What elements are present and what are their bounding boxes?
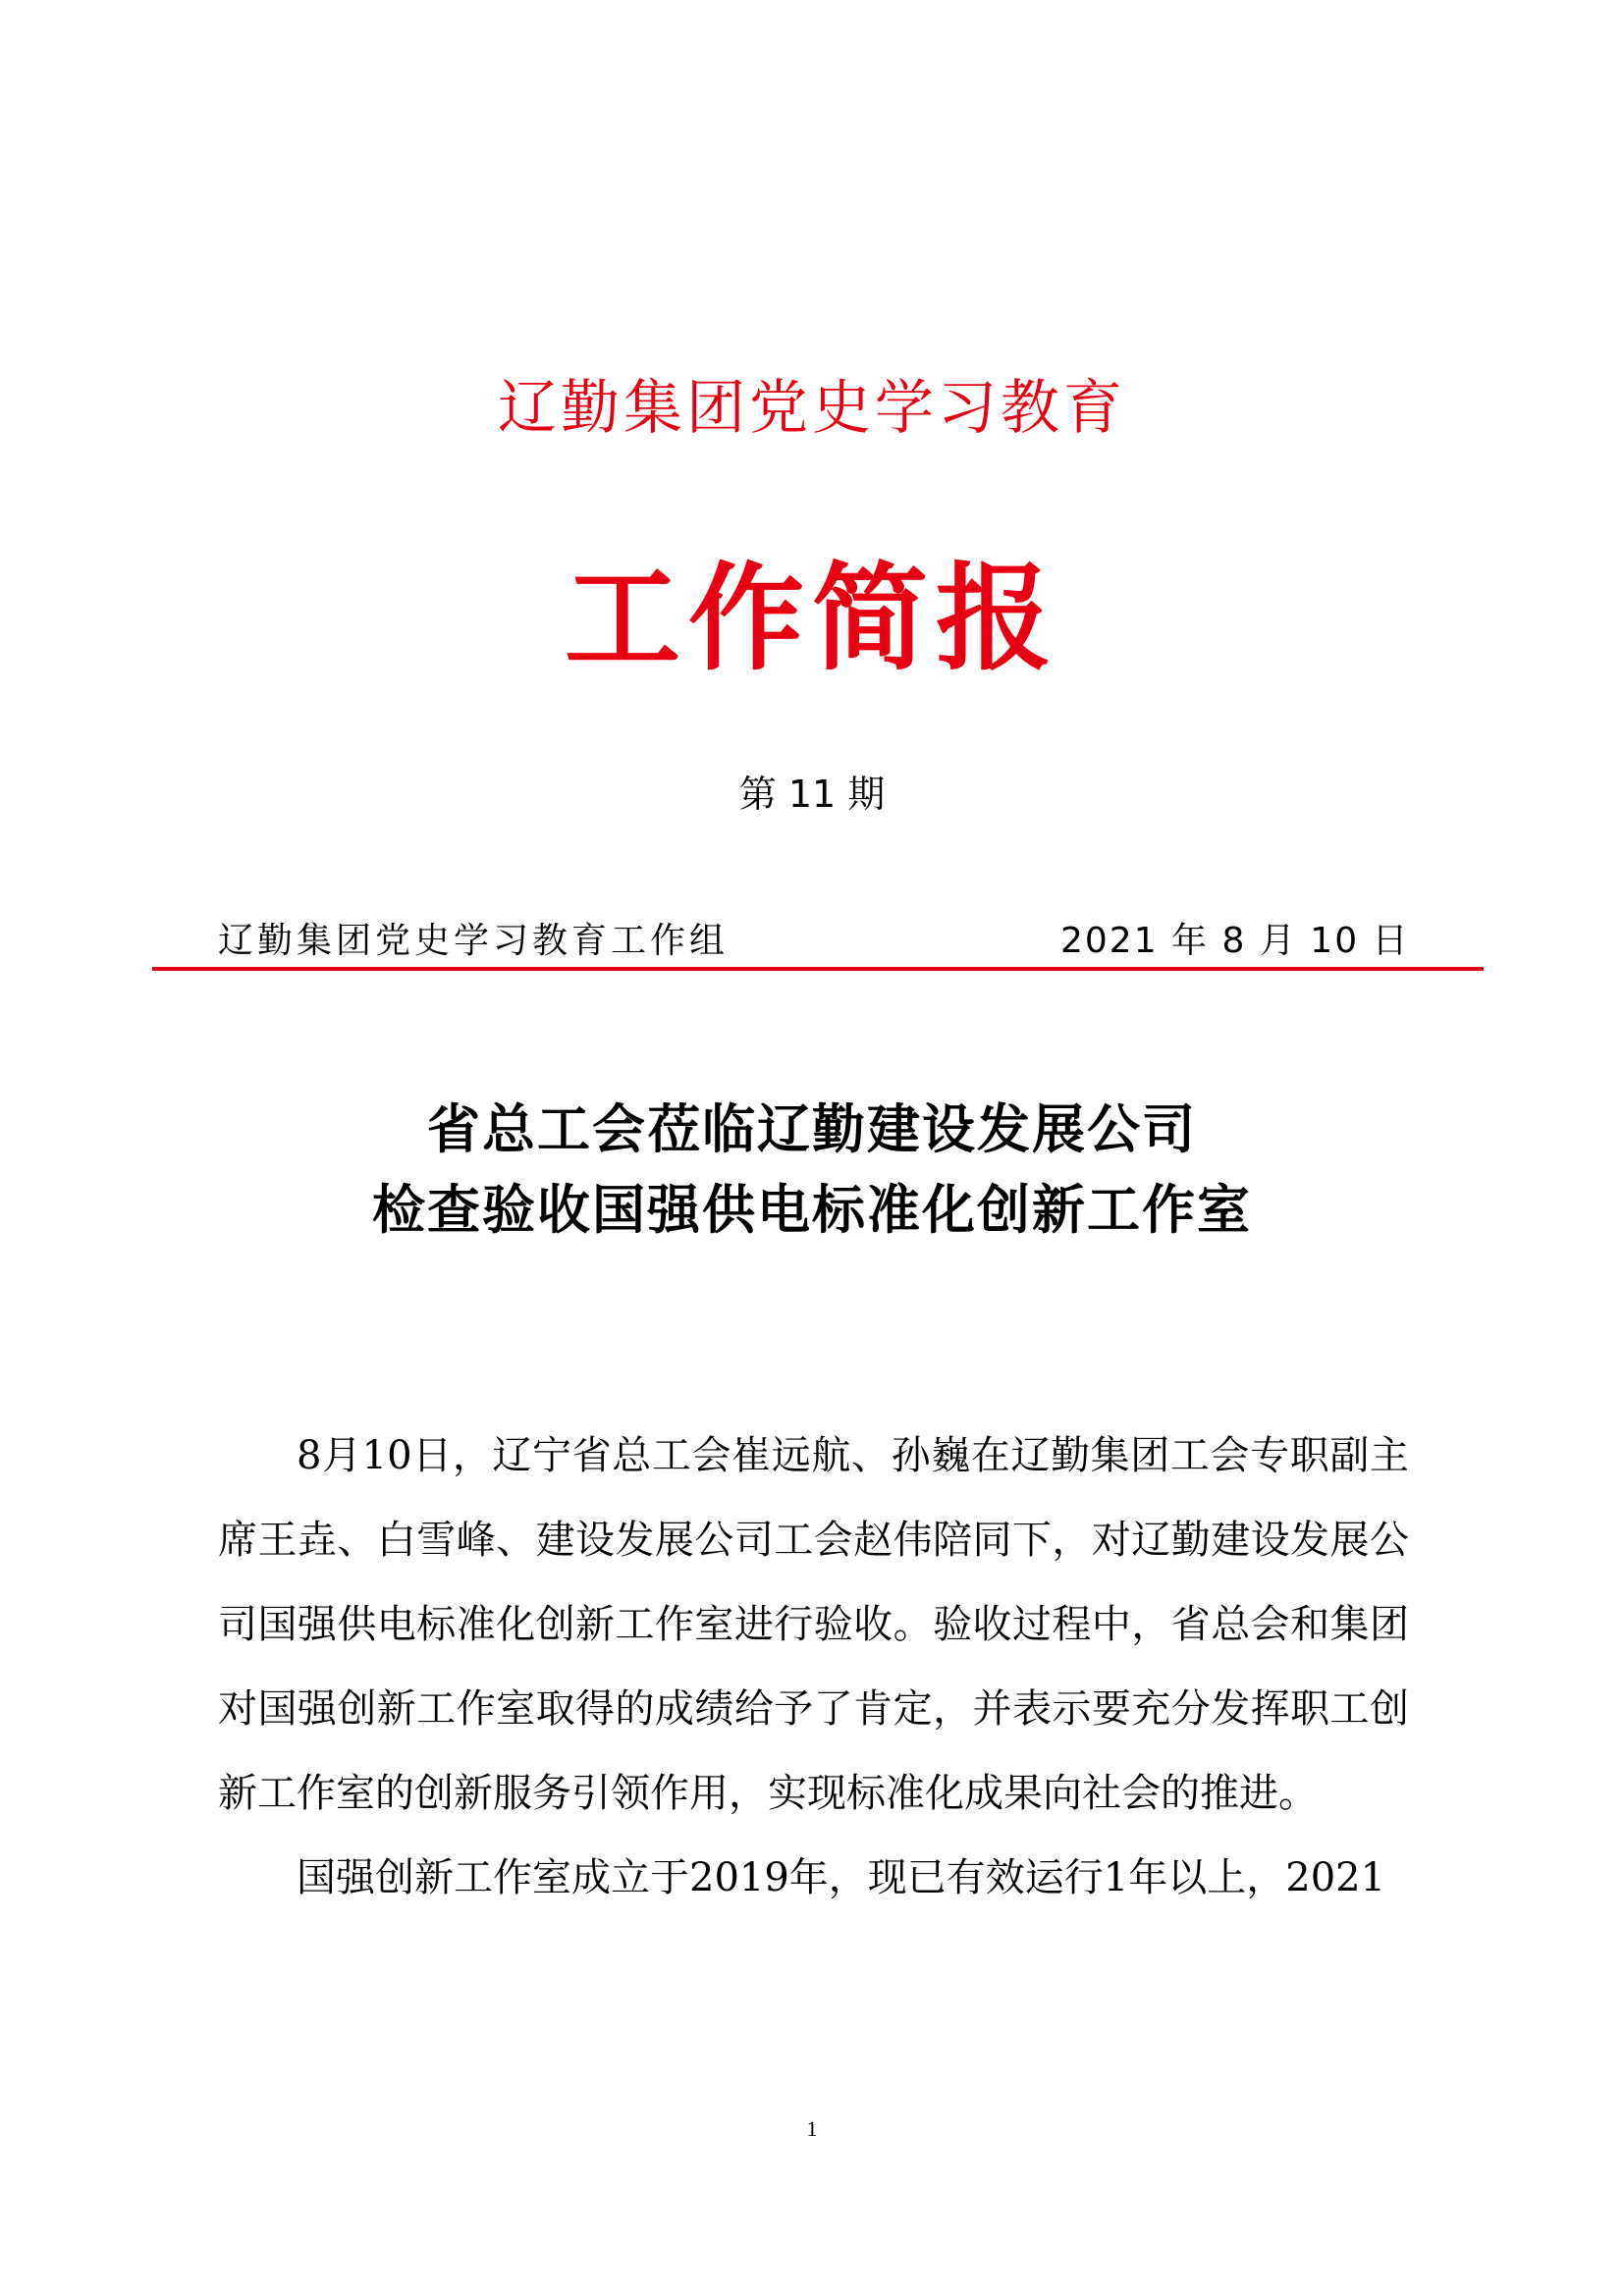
header-divider: [152, 967, 1484, 971]
page-number: 1: [806, 2116, 818, 2141]
issue-number: 第 11 期: [738, 773, 886, 816]
issue-date: 2021 年 8 月 10 日: [1060, 921, 1410, 961]
body-paragraph: 8月10日，辽宁省总工会崔远航、孙巍在辽勤集团工会专职副主席王垚、白雪峰、建设发展公司工会赵伟陪同下，对辽勤建设发展公司国强供电标准化创新工作室进行验收。验收过程中，省总会和集团对国强创新工作室取得的成绩给予了肯定，并表示要充分发挥职工创新工作室的创新服务引领作用，实现标准化成果向社会的推进。: [218, 1433, 1409, 1816]
article-body: [218, 1414, 1409, 1920]
body-paragraph: 国强创新工作室成立于2019年，现已有效运行1年以上，2021: [297, 1855, 1386, 1900]
article-title-line-2: 检查验收国强供电标准化创新工作室: [372, 1179, 1252, 1241]
bulletin-title: 工作简报: [564, 551, 1059, 686]
article-title-line-1: 省总工会莅临辽勤建设发展公司: [427, 1098, 1197, 1160]
issuer: 辽勤集团党史学习教育工作组: [218, 921, 730, 961]
bulletin-organization: 辽勤集团党史学习教育: [498, 374, 1126, 443]
